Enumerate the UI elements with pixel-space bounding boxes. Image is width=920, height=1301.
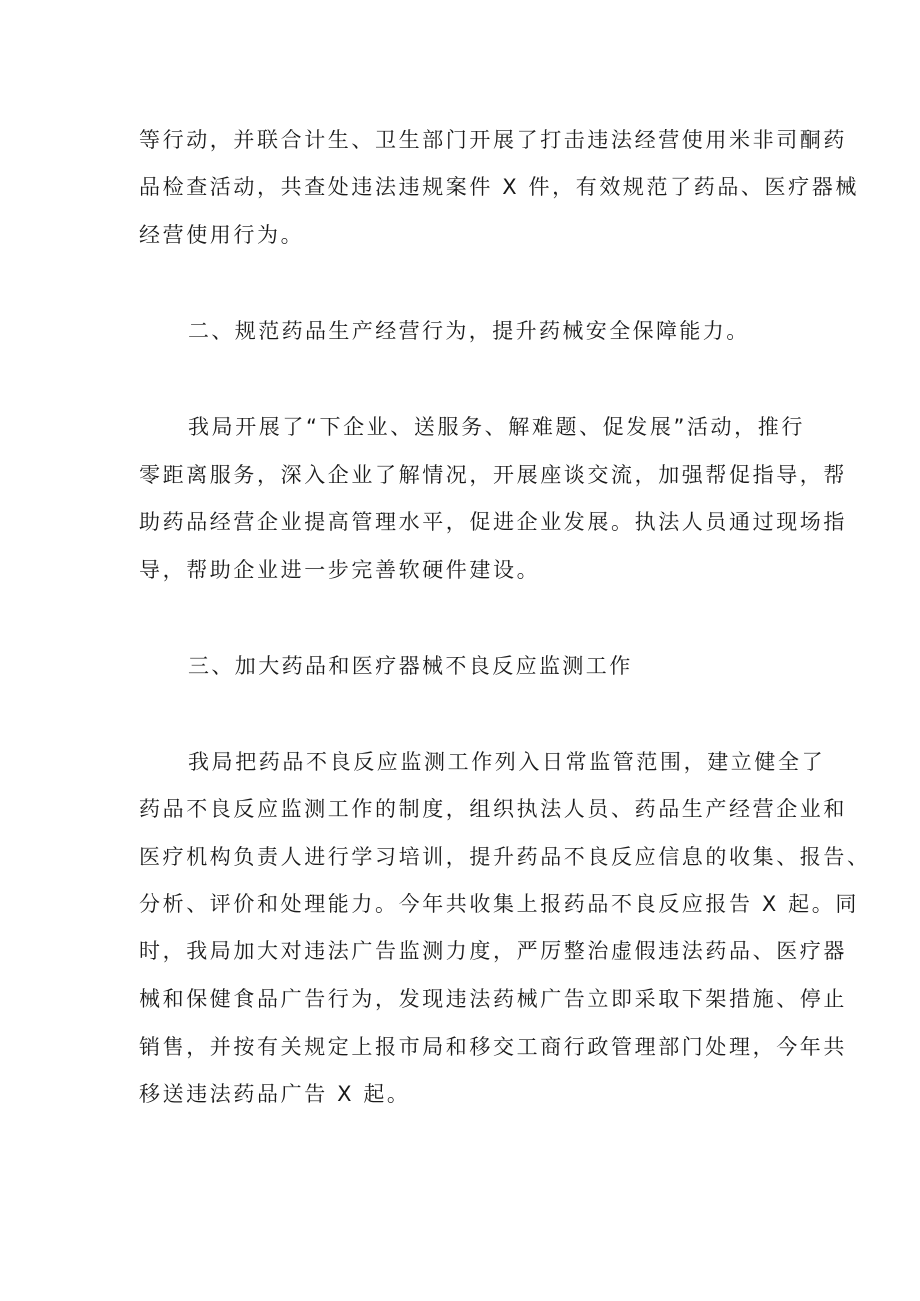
paragraph-2-line-2: 零距离服务，深入企业了解情况，开展座谈交流，加强帮促指导，帮 xyxy=(139,463,847,487)
paragraph-2-line-4: 导，帮助企业进一步完善软硬件建设。 xyxy=(139,558,541,582)
paragraph-3-line-3: 医疗机构负责人进行学习培训，提升药品不良反应信息的收集、报告、 xyxy=(139,845,871,869)
section-heading-3: 三、加大药品和医疗器械不良反应监测工作 xyxy=(188,654,633,678)
section-heading-2: 二、规范药品生产经营行为，提升药械安全保障能力。 xyxy=(188,319,750,343)
paragraph-3-line-1: 我局把药品不良反应监测工作列入日常监管范围，建立健全了 xyxy=(188,750,826,774)
paragraph-1-line-3: 经营使用行为。 xyxy=(139,223,305,247)
paragraph-3-line-4: 分析、评价和处理能力。今年共收集上报药品不良反应报告 X 起。同 xyxy=(139,892,859,916)
paragraph-3-line-2: 药品不良反应监测工作的制度，组织执法人员、药品生产经营企业和 xyxy=(139,797,847,821)
paragraph-3-line-7: 销售，并按有关规定上报市局和移交工商行政管理部门处理，今年共 xyxy=(139,1035,847,1059)
paragraph-2-line-1: 我局开展了“下企业、送服务、解难题、促发展”活动，推行 xyxy=(188,415,805,439)
paragraph-2-line-3: 助药品经营企业提高管理水平，促进企业发展。执法人员通过现场指 xyxy=(139,510,847,534)
paragraph-3-line-6: 械和保健食品广告行为，发现违法药械广告立即采取下架措施、停止 xyxy=(139,987,847,1011)
paragraph-1-line-1: 等行动，并联合计生、卫生部门开展了打击违法经营使用米非司酮药 xyxy=(139,128,847,152)
paragraph-3-line-8: 移送违法药品广告 X 起。 xyxy=(139,1082,411,1106)
paragraph-1-line-2: 品检查活动，共查处违法违规案件 X 件，有效规范了药品、医疗器械 xyxy=(139,175,859,199)
paragraph-3-line-5: 时，我局加大对违法广告监测力度，严厉整治虚假违法药品、医疗器 xyxy=(139,939,847,963)
